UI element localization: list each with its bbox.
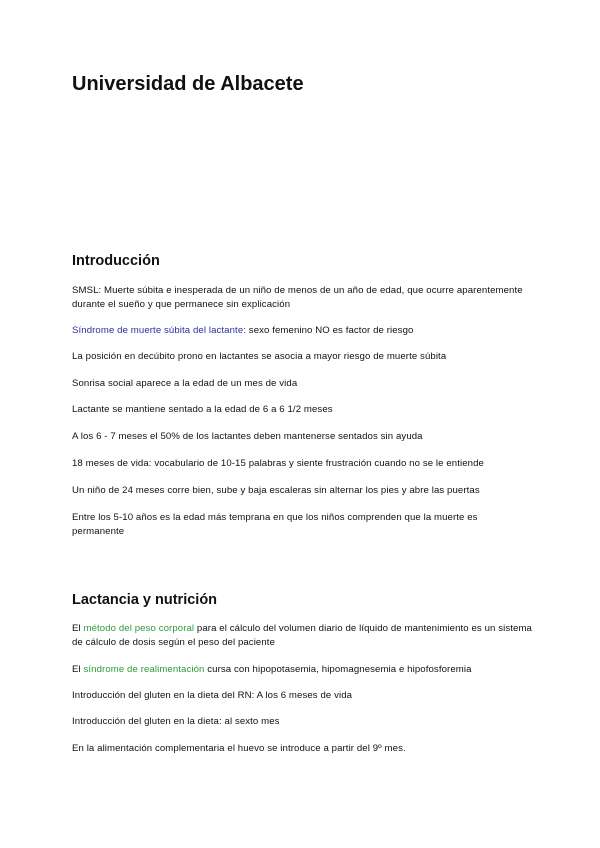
paragraph: 18 meses de vida: vocabulario de 10-15 palabras y siente frustración cuando no se le entiende [72,458,484,469]
paragraph: SMSL: Muerte súbita e inesperada de un niño de menos de un año de edad, que ocurre aparentemente durante el sueño y que permanece sin explicación [72,285,523,310]
paragraph-text: sexo femenino NO es factor de riesgo [246,325,414,336]
section-heading-introduccion: Introducción [72,253,160,269]
paragraph [72,663,532,677]
paragraph: Un niño de 24 meses corre bien, sube y baja escaleras sin alternar los pies y abre las puertas [72,485,480,496]
paragraph: Entre los 5-10 años es la edad más temprana en que los niños comprenden que la muerte es permanente [72,512,478,537]
paragraph [72,324,532,338]
paragraph: Sonrisa social aparece a la edad de un mes de vida [72,378,298,389]
paragraph: Lactante se mantiene sentado a la edad de 6 a 6 1/2 meses [72,404,333,415]
paragraph-text: El [72,664,84,675]
paragraph-text: para el cálculo del volumen diario de líquido de mantenimiento es un sistema de cálculo de dosis según el peso del paciente [72,623,532,648]
section-heading-lactancia: Lactancia y nutrición [72,592,218,608]
highlight-term: Síndrome de muerte súbita del lactante: [72,325,247,336]
document-title: Universidad de Albacete [72,73,304,95]
highlight-term: método del peso corporal [83,623,195,634]
paragraph: En la alimentación complementaria el huevo se introduce a partir del 9º mes. [72,743,406,754]
paragraph [72,622,532,649]
paragraph: Introducción del gluten en la dieta: al sexto mes [72,716,280,727]
paragraph-text: cursa con hipopotasemia, hipomagnesemia e hipofosforemia [204,664,472,675]
paragraph-text: El [72,623,84,634]
paragraph: Introducción del gluten en la dieta del RN: A los 6 meses de vida [72,690,353,701]
paragraph: La posición en decúbito prono en lactantes se asocia a mayor riesgo de muerte súbita [72,351,447,362]
paragraph: A los 6 - 7 meses el 50% de los lactantes deben mantenerse sentados sin ayuda [72,431,423,442]
highlight-term: síndrome de realimentación [83,664,205,675]
